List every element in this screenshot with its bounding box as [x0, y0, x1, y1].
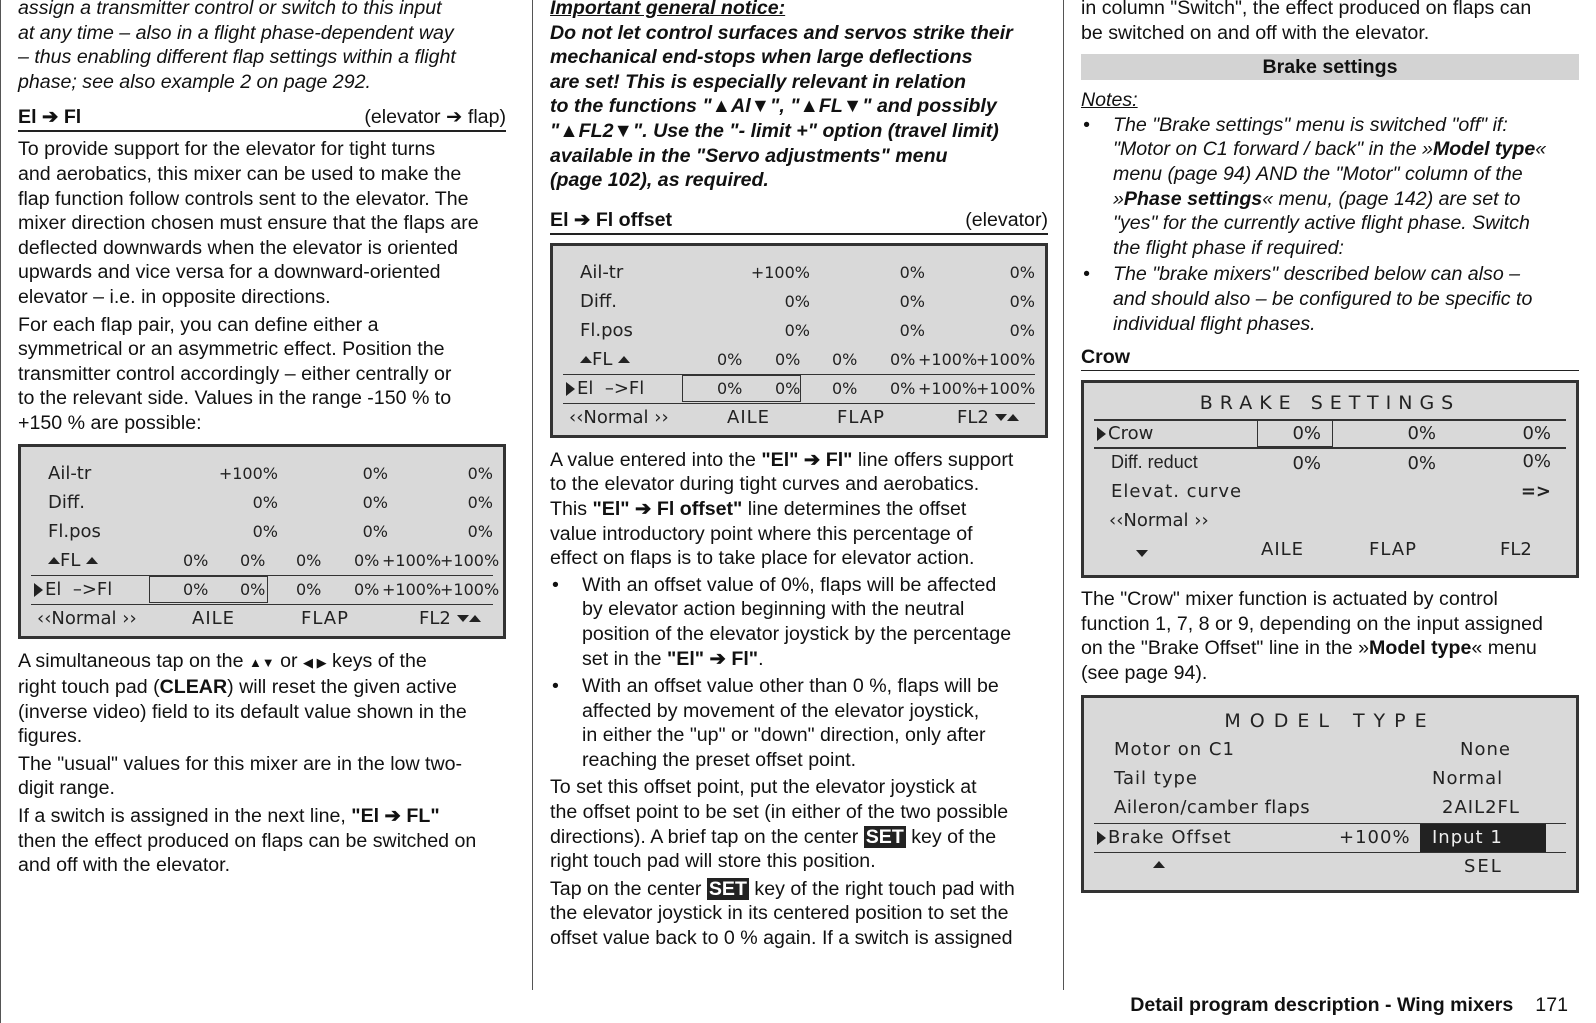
cursor-arrow-icon — [1097, 831, 1106, 845]
up-arrow-icon — [580, 356, 592, 363]
lcd-row-ail-tr: Ail-tr +100% 0% 0% — [48, 462, 493, 484]
column-3 — [1081, 0, 1579, 893]
lcd-row-footer: ‹‹Normal ›› AILE FLAP FL2 — [553, 404, 1045, 432]
set-key-label: SET — [865, 825, 904, 848]
paragraph-reset-offset: Tap on the center SET key of the right touch pad with the elevator joystick in its centered position to set the offset value back to 0 % again. If a switch is assigned — [550, 877, 1015, 950]
lcd-offset-panel — [550, 243, 1048, 438]
section-header-el-fl: El ➔ Fl (elevator ➔ flap) — [18, 105, 506, 132]
lcd-row-columns: AILE FLAP FL2 — [1084, 536, 1576, 564]
notes-heading: Notes: — [1081, 89, 1138, 112]
lcd-brake-settings — [1081, 380, 1579, 578]
notes-list — [1081, 113, 1579, 336]
paragraph-flap-pair: For each flap pair, you can define either a symmetrical or an asymmetric effect. Position the transmitter control accordingly – either centrally or to the relevant side. Values in the range -150 % to +150 % are possible: — [18, 313, 452, 434]
cursor-arrow-icon — [566, 382, 575, 396]
set-key-label: SET — [708, 877, 747, 900]
column-2 — [550, 0, 1048, 951]
paragraph-usual: The "usual" values for this mixer are in the low two- digit range. — [18, 752, 463, 800]
column-divider-1 — [532, 0, 533, 990]
up-arrow-icon — [86, 557, 98, 564]
cursor-arrow-icon — [34, 583, 43, 597]
brake-input-field[interactable]: Input 1 — [1420, 824, 1546, 852]
bullet-offset-zero: • With an offset value of 0%, flaps will be affected by elevator action beginning with the neutral position of the elevator joystick by the percentage set in the "El" ➔ Fl". — [550, 573, 1048, 671]
lcd-mixer-panel — [18, 444, 506, 639]
bullet-offset-nonzero: • With an offset value other than 0 %, flaps will be affected by movement of the elevator joystick, in either the "up" or "down" direction, only after reaching the preset offset point. — [550, 674, 1048, 772]
paragraph-switch: If a switch is assigned in the next line, "El ➔ FL" then the effect produced on flaps can be switched on and off with the elevator. — [18, 805, 477, 877]
lcd-row-diff-reduct: Diff. reduct 0% 0% 0% — [1111, 451, 1551, 475]
cursor-arrow-icon — [1097, 427, 1106, 441]
up-arrow-icon — [48, 557, 60, 564]
column-1 — [18, 0, 506, 878]
paragraph-support: To provide support for the elevator for tight turns and aerobatics, this mixer can be used to make the flap function follow controls sent to the elevator. The mixer direction chosen must ensure that the flaps are deflected downwards when the elevator is oriented upwards and vice versa for a downward-oriented elevator – i.e. in opposite directions. — [18, 138, 479, 308]
page-footer: Detail program description - Wing mixers 171 — [1130, 994, 1568, 1016]
lcd-row-flpos: Fl.pos 0% 0% 0% — [580, 319, 1035, 341]
paragraph-crow: The "Crow" mixer function is actuated by control function 1, 7, 8 or 9, depending on the input assigned on the "Brake Offset" line in the »Model type« menu (see page 94). — [1081, 588, 1543, 684]
intro-text: in column "Switch", the effect produced on flaps can be switched on and off with the elevator. — [1081, 0, 1532, 44]
note-1: • The "Brake settings" menu is switched "off" if: "Motor on C1 forward / back" in the »Model type« menu (page 94) AND the "Motor" column of the »Phase settings« menu, (page 142) are set to "yes" for the currently active flight phase. Switch the flight phase if required: — [1081, 113, 1579, 261]
brake-settings-bar: Brake settings — [1081, 54, 1579, 80]
lcd-row-motor: Motor on C1 None — [1114, 738, 1511, 760]
down-arrow-icon — [457, 615, 469, 622]
note-2: • The "brake mixers" described below can also – and should also – be configured to be specific to individual flight phases. — [1081, 262, 1579, 336]
lcd-title: BRAKE SETTINGS — [1199, 392, 1461, 415]
lcd-row-flpos: Fl.pos 0% 0% 0% — [48, 520, 493, 542]
up-arrow-icon — [618, 356, 630, 363]
lcd-row-diff: Diff. 0% 0% 0% — [48, 491, 493, 513]
down-arrow-icon — [1136, 550, 1148, 557]
lcd-row-elevat-curve: Elevat. curve => — [1111, 481, 1551, 503]
lcd-model-type — [1081, 695, 1579, 893]
lcd-row-phase: ‹‹Normal ›› — [1109, 510, 1209, 532]
lcd-row-el-fl[interactable]: El –>Fl 0% 0% 0% 0% +100% +100% — [21, 576, 503, 604]
important-notice: Important general notice: Do not let control surfaces and servos strike their mechanical end-stops when large deflections are set! This is especially relevant in relation to the functions "▲Al▼", "▲FL▼" and possibly "▲FL2▼". Use the "- limit +" option (travel limit) available in the "Servo adjustments" menu (page 102), as required. — [550, 0, 1013, 192]
up-arrow-icon — [1153, 861, 1165, 868]
offset-bullets — [550, 573, 1048, 773]
paragraph-set-offset: To set this offset point, put the elevator joystick at the offset point to be set (in either of the two possible directions). A brief tap on the center SET key of the right touch pad will store this position. — [550, 776, 1009, 873]
left-border — [0, 0, 1, 1023]
lcd-row-diff: Diff. 0% 0% 0% — [580, 290, 1035, 312]
lcd-row-tail: Tail type Normal — [1114, 767, 1504, 789]
down-arrow-icon — [995, 414, 1007, 421]
up-arrow-icon — [469, 615, 481, 622]
sel-softkey[interactable]: SEL — [1464, 855, 1503, 877]
lcd-row-brake-offset[interactable]: Brake Offset +100% Input 1 — [1084, 824, 1576, 852]
lcd-row-aileron: Aileron/camber flaps 2AIL2FL — [1114, 796, 1520, 818]
lcd-title: MODEL TYPE — [1224, 709, 1436, 732]
lcd-row-el-fl[interactable]: El –>Fl 0% 0% 0% 0% +100% +100% — [553, 375, 1045, 403]
lcd-row-sel — [1084, 853, 1576, 881]
section-header-crow: Crow — [1081, 346, 1579, 371]
lcd-row-fl: FL 0% 0% 0% 0% +100% +100% — [553, 346, 1045, 374]
intro-italic: assign a transmitter control or switch to this input at any time – also in a flight phase-dependent way – thus enabling different flap settings within a flight phase; see also example 2 on page 292. — [18, 0, 456, 93]
lcd-row-fl: FL 0% 0% 0% 0% +100% +100% — [21, 547, 503, 575]
paragraph-clear: A simultaneous tap on the ▲▼ or ◀ ▶ keys of the right touch pad (CLEAR) will reset the given active (inverse video) field to its default value shown in the figures. — [18, 649, 467, 748]
column-divider-2 — [1063, 0, 1064, 990]
paragraph-offset-support: A value entered into the "El" ➔ Fl" line offers support to the elevator during tight curves and aerobatics. This "El" ➔ Fl offset" line determines the offset value introductory point where this percentage of effect on flaps is to take place for elevator action. — [550, 448, 1014, 570]
section-header-offset: El ➔ Fl offset (elevator) — [550, 208, 1048, 235]
up-arrow-icon — [1007, 414, 1019, 421]
lcd-row-ail-tr: Ail-tr +100% 0% 0% — [580, 261, 1035, 283]
lcd-row-crow[interactable]: Crow 0% 0% 0% — [1084, 420, 1576, 448]
lcd-row-footer: ‹‹Normal ›› AILE FLAP FL2 — [21, 605, 503, 633]
